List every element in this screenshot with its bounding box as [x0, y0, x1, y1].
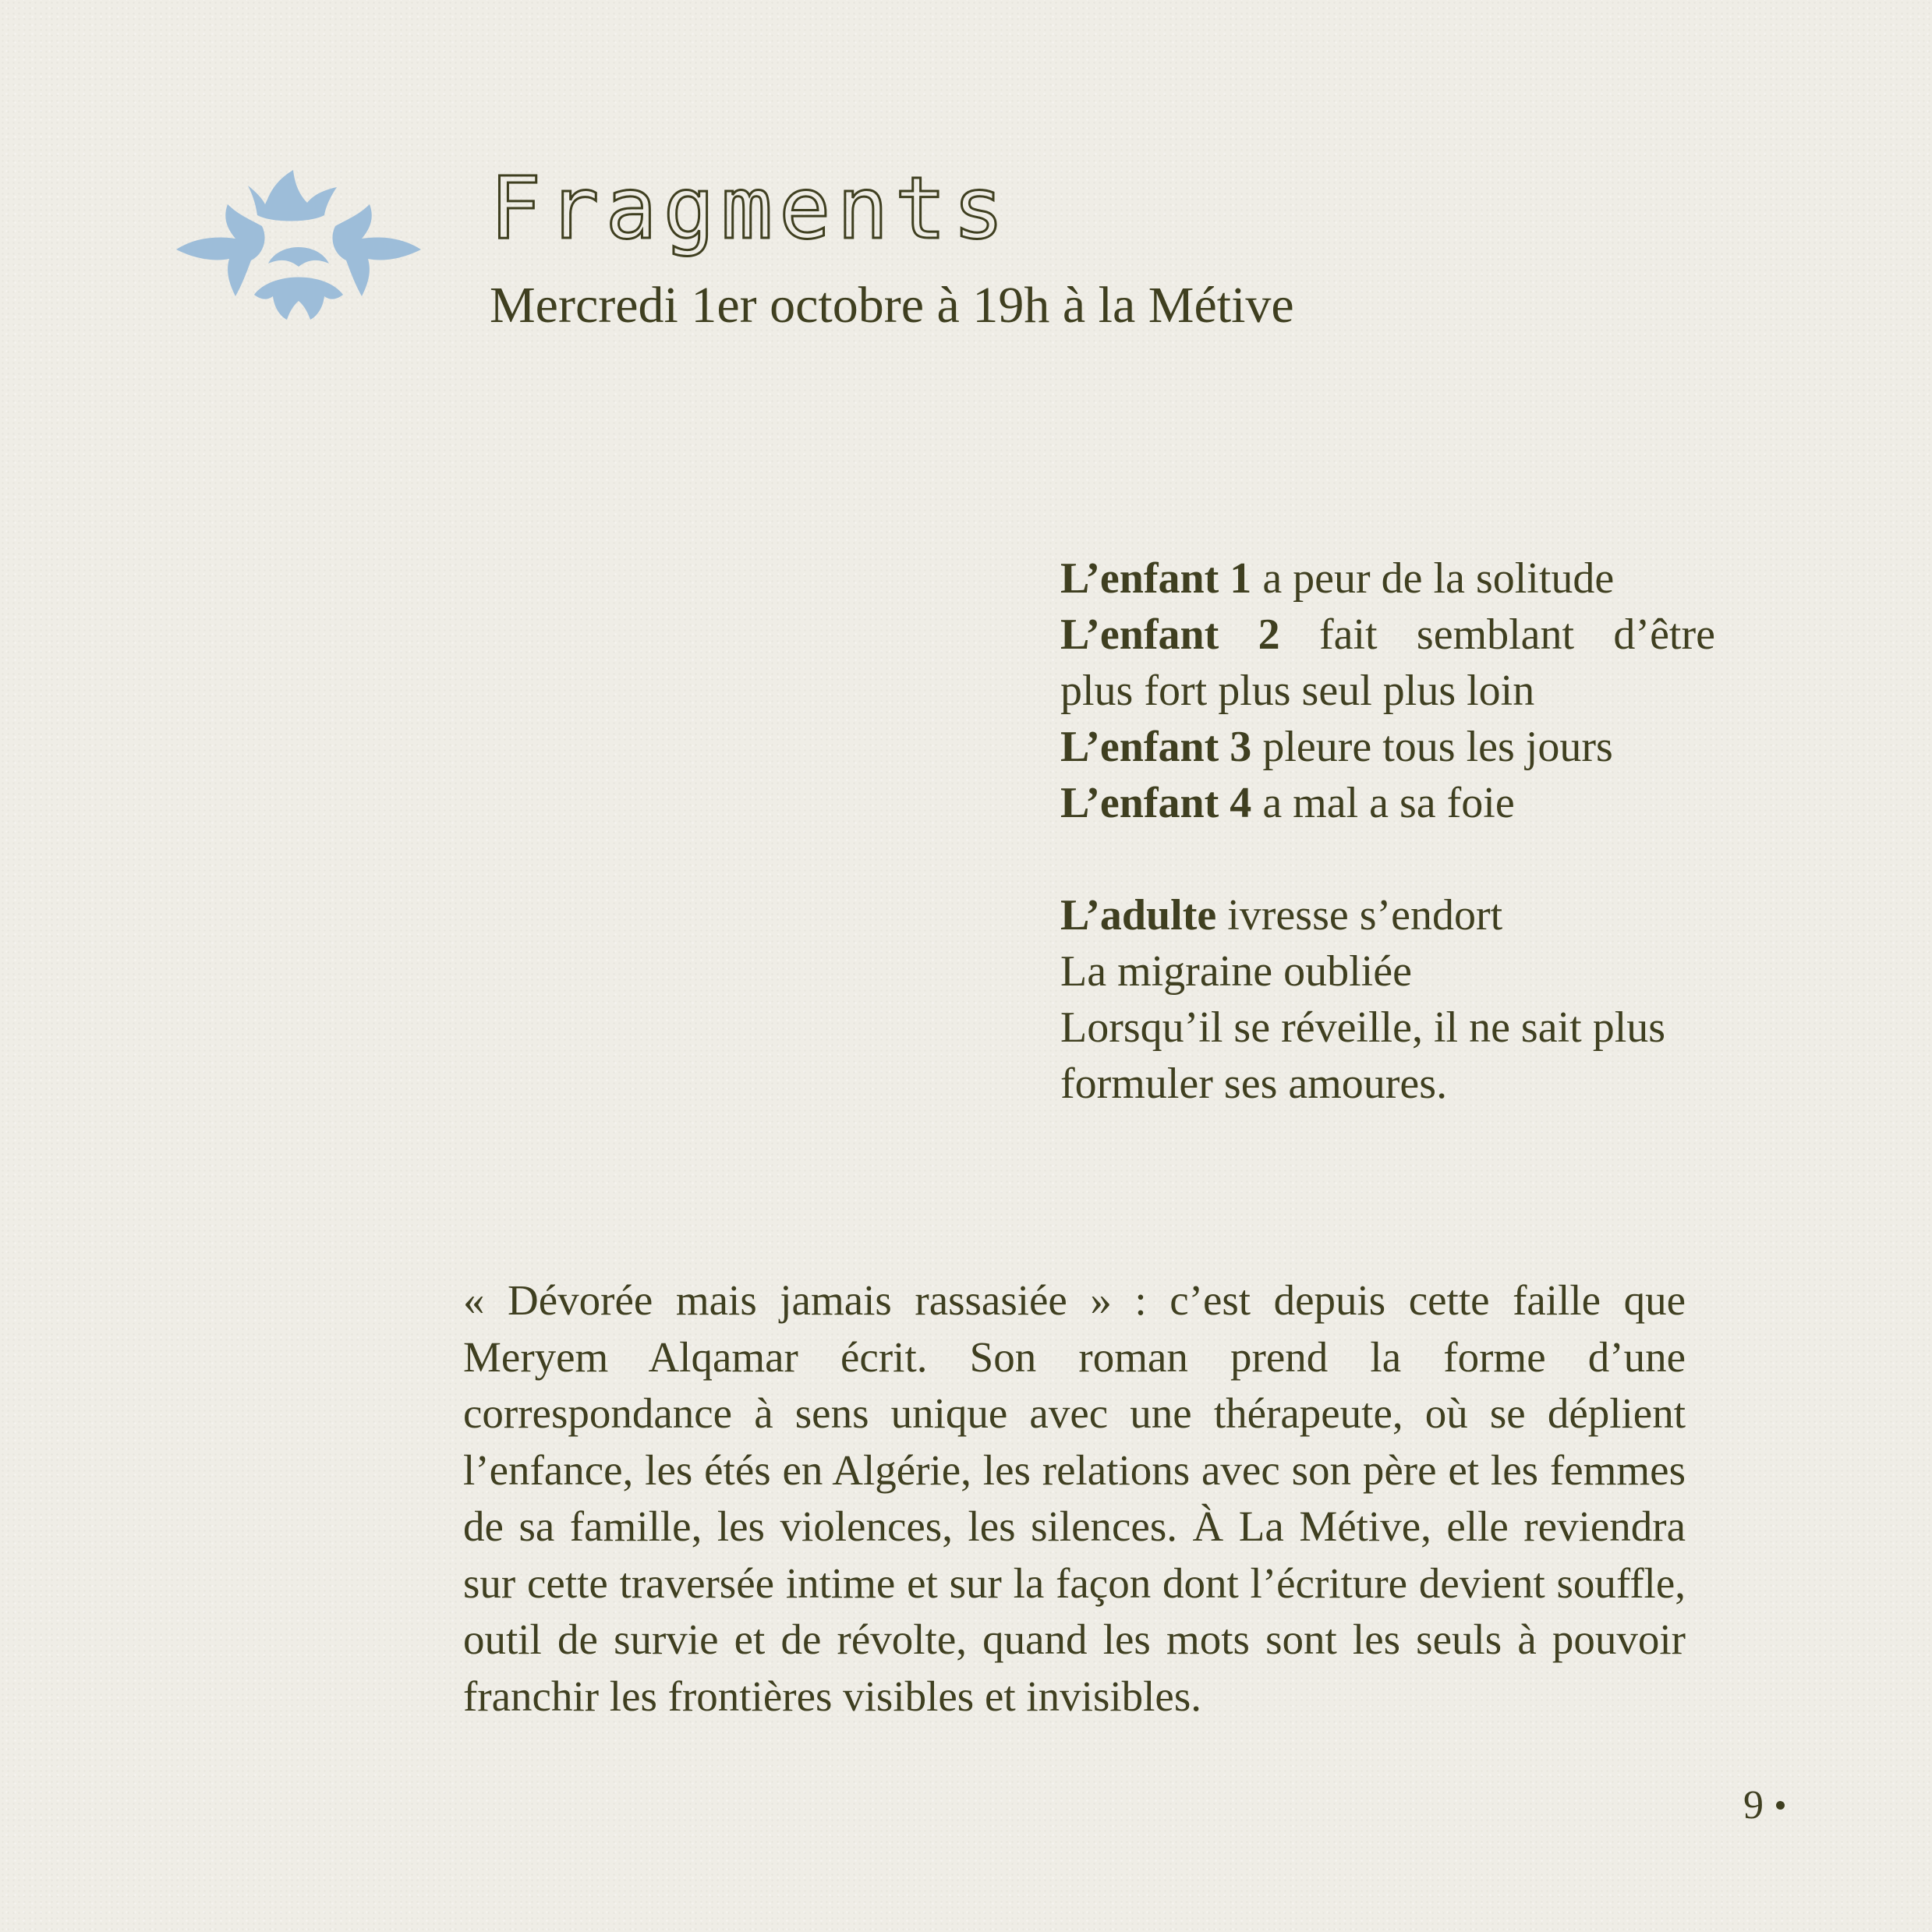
floral-ornament-icon — [170, 164, 427, 327]
poem-line-text: ivresse s’endort — [1216, 891, 1503, 939]
poem-line-text: a mal a sa foie — [1251, 779, 1515, 827]
poem-line-text: pleure tous les jours — [1251, 723, 1613, 771]
poem-line: Lorsqu’il se réveille, il ne sait plus — [1060, 1003, 1666, 1052]
poem-line — [1060, 775, 1715, 831]
stanza-break — [1060, 831, 1715, 887]
page-number: 9 — [1743, 1783, 1764, 1828]
poem-speaker: L’enfant 2 — [1060, 610, 1280, 659]
poem-line: La migraine oubliée — [1060, 947, 1412, 996]
poem-line: plus fort plus seul plus loin — [1060, 667, 1535, 715]
poem-speaker: L’enfant 4 — [1060, 779, 1252, 827]
poem-line — [1060, 550, 1715, 607]
event-description: « Dévorée mais jamais rassasiée » : c’est depuis cette faille que Meryem Alqamar écrit. Son roman prend la forme d’une correspondance à sens unique avec une thérapeute, où se déplient l’enfance, les étés en Algérie, les relations avec son père et les femmes de sa famille, les violences, les silences. À La Métive, elle reviendra sur cette traversée intime et sur la façon dont l’écriture devient souffle, outil de survie et de révolte, quand les mots sont les seuls à pouvoir franchir les frontières visibles et invisibles. — [463, 1276, 1686, 1720]
poem-line: formuler ses amoures. — [1060, 1060, 1448, 1108]
poem-line-text: a peur de la solitude — [1251, 554, 1615, 603]
poem-line-text: fait semblant d’être — [1279, 610, 1715, 659]
page-number-dot — [1776, 1801, 1785, 1810]
poem-line — [1060, 719, 1715, 775]
event-date-subtitle: Mercredi 1er octobre à 19h à la Métive — [490, 277, 1294, 334]
page-title: Fragments — [490, 158, 1011, 258]
poem-speaker: L’enfant 3 — [1060, 723, 1252, 771]
poem — [1060, 550, 1715, 1112]
poem-speaker: L’adulte — [1060, 891, 1217, 939]
poem-line — [1060, 607, 1715, 663]
poem-speaker: L’enfant 1 — [1060, 554, 1252, 603]
poem-line — [1060, 887, 1715, 943]
